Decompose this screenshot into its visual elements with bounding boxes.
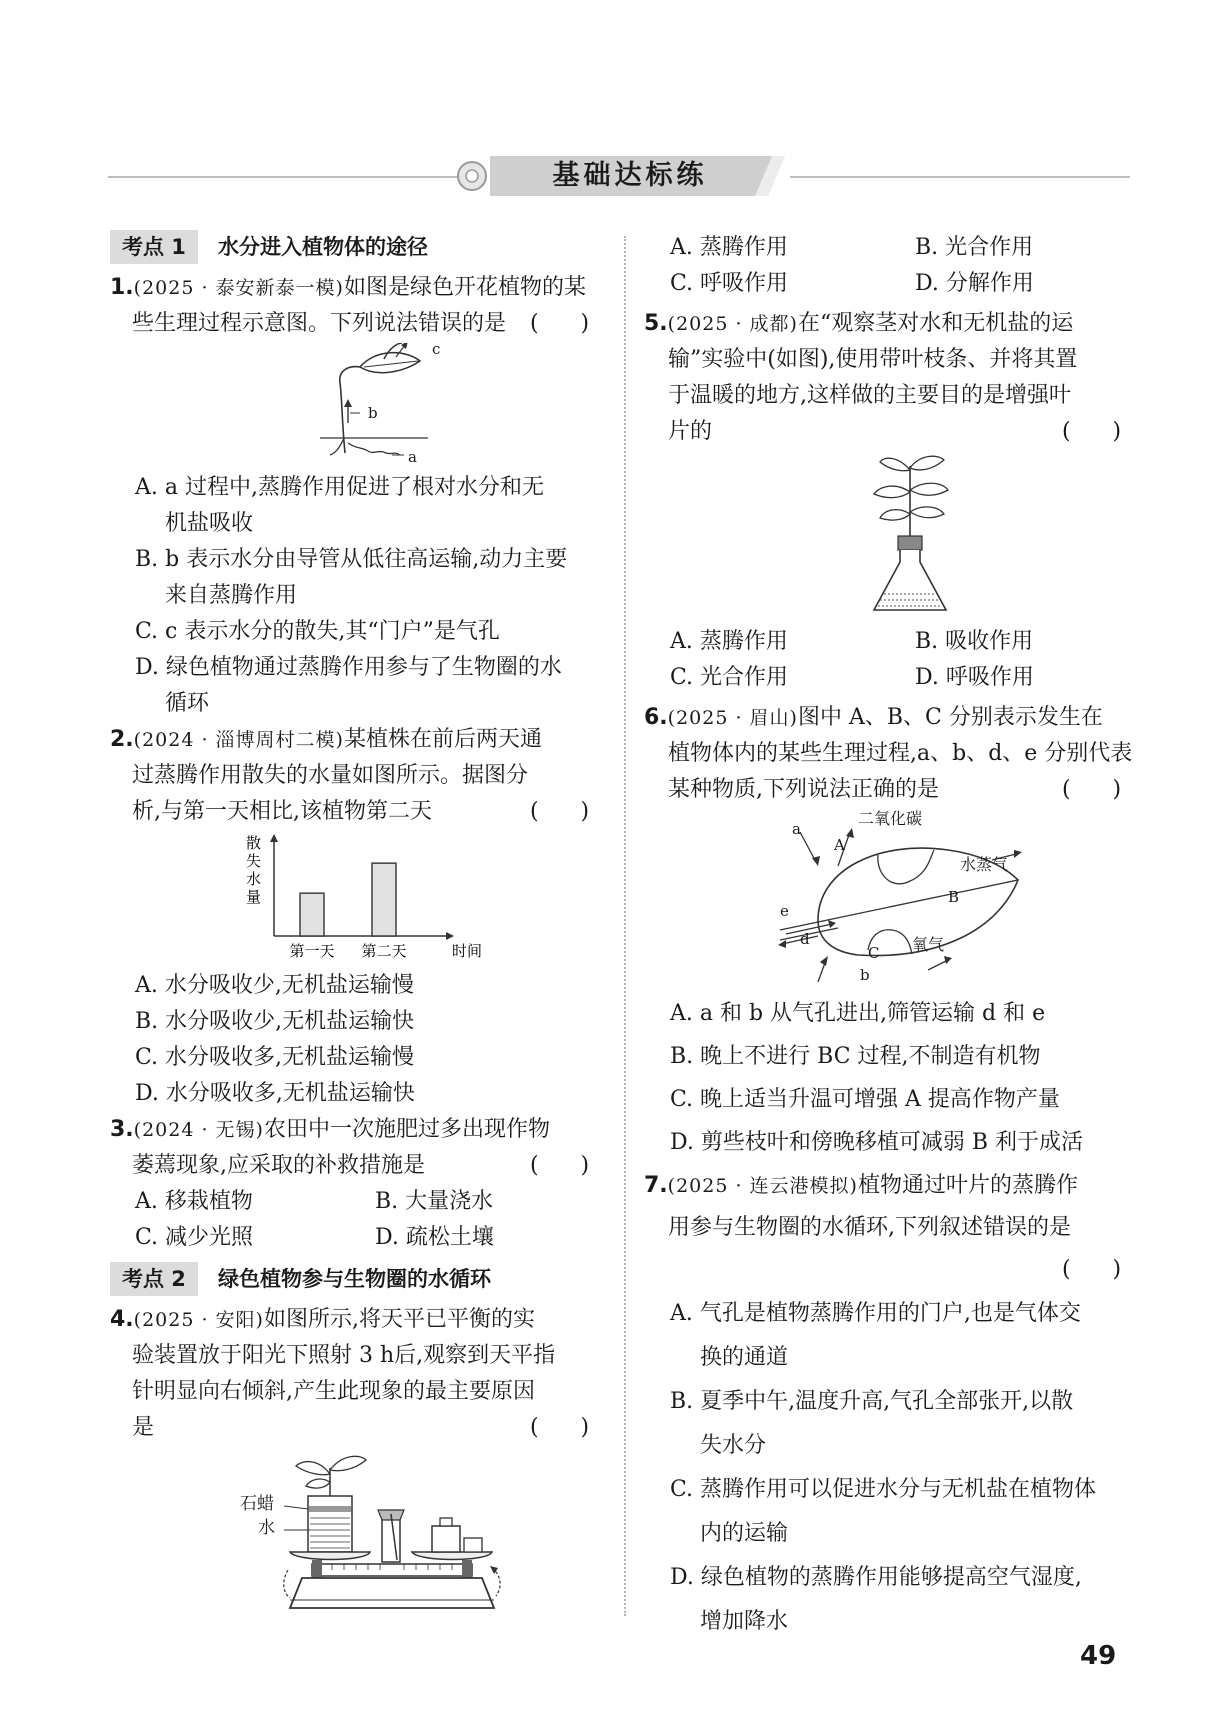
q4-number: 4. [110, 1307, 134, 1332]
q5-flask-figure [858, 452, 968, 620]
q5-source: (2025 · 成都) [667, 313, 798, 335]
q5-option-a: A. 蒸腾作用 [670, 629, 788, 654]
q2-stem-2: 过蒸腾作用散失的水量如图所示。据图分 [132, 763, 529, 788]
q2-option-b: B. 水分吸收少,无机盐运输快 [135, 1009, 415, 1034]
q7-option-d-1: D. 绿色植物的蒸腾作用能够提高空气湿度, [670, 1565, 1082, 1590]
q5-stem-2: 输”实验中(如图),使用带叶枝条、并将其置 [668, 347, 1078, 372]
q6-option-a: A. a 和 b 从气孔进出,筛管运输 d 和 e [670, 1001, 1046, 1026]
q7-option-b-1: B. 夏季中午,温度升高,气孔全部张开,以散 [670, 1389, 1074, 1414]
q6-stem-2: 植物体内的某些生理过程,a、b、d、e 分别代表 [668, 741, 1133, 766]
q2-stem-1: 某植株在前后两天通 [343, 727, 542, 752]
q5-number: 5. [644, 311, 668, 336]
q6-option-c: C. 晚上适当升温可增强 A 提高作物产量 [670, 1087, 1060, 1112]
header-rule-left [108, 176, 460, 178]
q2-source: (2024 · 淄博周村二模) [133, 729, 344, 751]
q7-option-a-1: A. 气孔是植物蒸腾作用的门户,也是气体交 [670, 1301, 1081, 1326]
q7-stem-1: 植物通过叶片的蒸腾作 [857, 1173, 1078, 1198]
chart-bar [372, 863, 396, 936]
q1-fig-label-b: b [368, 404, 378, 422]
q7-stem-2: 用参与生物圈的水循环,下列叙述错误的是 [668, 1215, 1071, 1240]
q1-number: 1. [110, 275, 134, 300]
q4-option-c: C. 呼吸作用 [670, 271, 789, 296]
q3-answer-paren: ( ) [530, 1153, 590, 1178]
q1-fig-label-a: a [408, 448, 417, 466]
q6-stem-1: 图中 A、B、C 分别表示发生在 [797, 705, 1103, 730]
q1-option-a-1: A. a 过程中,蒸腾作用促进了根对水分和无 [135, 475, 544, 500]
q2-answer-paren: ( ) [530, 799, 590, 824]
q5-option-b: B. 吸收作用 [915, 629, 1034, 654]
q1-option-d-2: 循环 [165, 691, 210, 716]
q4-fig-label-wax: 石蜡 [240, 1494, 274, 1514]
q7-option-d-2: 增加降水 [700, 1609, 789, 1634]
q1-option-a-2: 机盐吸收 [165, 511, 254, 536]
q6-label-b: b [860, 966, 870, 984]
q1-stem-2: 些生理过程示意图。下列说法错误的是 [132, 311, 507, 336]
q7-option-c-1: C. 蒸腾作用可以促进水分与无机盐在植物体 [670, 1477, 1097, 1502]
q1-stem-1: 如图是绿色开花植物的某 [343, 275, 586, 300]
section1-title: 水分进入植物体的途径 [218, 235, 428, 259]
page-number: 49 [1080, 1641, 1117, 1671]
q6-option-d: D. 剪些枝叶和傍晚移植可减弱 B 利于成活 [670, 1130, 1083, 1155]
q2-bar-chart [240, 832, 500, 962]
q3-option-b: B. 大量浇水 [375, 1189, 494, 1214]
q3-option-d: D. 疏松土壤 [375, 1225, 494, 1250]
q1-line1 [110, 270, 586, 306]
chart-y-label: 散失水量 [246, 834, 262, 906]
q6-line1 [644, 700, 1103, 736]
section1-tag: 考点 1 [110, 230, 198, 264]
column-divider [624, 236, 626, 1616]
q6-source: (2025 · 眉山) [667, 707, 798, 729]
q7-option-b-2: 失水分 [700, 1433, 767, 1458]
q3-line1 [110, 1112, 550, 1148]
q1-fig-label-c: c [432, 340, 441, 358]
q3-stem-2: 萎蔫现象,应采取的补救措施是 [132, 1153, 425, 1178]
header-title: 基础达标练 [552, 160, 708, 191]
q3-option-a: A. 移栽植物 [135, 1189, 253, 1214]
q4-stem-4: 是 [132, 1415, 155, 1440]
q1-option-b-1: B. b 表示水分由导管从低往高运输,动力主要 [135, 547, 568, 572]
q4-stem-1: 如图所示,将天平已平衡的实 [263, 1307, 535, 1332]
q2-option-d: D. 水分吸收多,无机盐运输快 [135, 1081, 415, 1106]
chart-bar [300, 893, 324, 936]
q3-number: 3. [110, 1117, 134, 1142]
q6-label-e: e [780, 902, 789, 920]
q3-stem-1: 农田中一次施肥过多出现作物 [263, 1117, 550, 1142]
q7-source: (2025 · 连云港模拟) [667, 1175, 858, 1197]
q6-label-B: B [948, 888, 960, 906]
q5-stem-4: 片的 [668, 419, 713, 444]
q4-source: (2025 · 安阳) [133, 1309, 264, 1331]
q7-option-a-2: 换的通道 [700, 1345, 789, 1370]
q7-answer-paren: ( ) [1062, 1257, 1122, 1282]
q4-option-d: D. 分解作用 [915, 271, 1034, 296]
chart-x-arrow [446, 932, 454, 940]
q5-stem-1: 在“观察茎对水和无机盐的运 [797, 311, 1074, 336]
q1-option-b-2: 来自蒸腾作用 [165, 583, 298, 608]
q2-option-a: A. 水分吸收少,无机盐运输慢 [135, 973, 414, 998]
q6-label-A: A [834, 836, 845, 854]
chart-x-tick-label: 第二天 [361, 942, 407, 960]
q6-label-d: d [800, 930, 810, 948]
q6-number: 6. [644, 705, 668, 730]
q2-option-c: C. 水分吸收多,无机盐运输慢 [135, 1045, 415, 1070]
q1-source: (2025 · 泰安新泰一模) [133, 277, 344, 299]
q2-number: 2. [110, 727, 134, 752]
q6-leaf-figure [778, 810, 1038, 990]
chart-x-label: 时间 [452, 942, 483, 960]
q4-option-b: B. 光合作用 [915, 235, 1034, 260]
section2-title: 绿色植物参与生物圈的水循环 [218, 1267, 491, 1291]
q6-option-b: B. 晚上不进行 BC 过程,不制造有机物 [670, 1044, 1041, 1069]
q2-stem-3: 析,与第一天相比,该植物第二天 [132, 799, 432, 824]
q1-option-c: C. c 表示水分的散失,其“门户”是气孔 [135, 619, 500, 644]
q2-line1 [110, 722, 542, 758]
q6-answer-paren: ( ) [1062, 777, 1122, 802]
q5-option-d: D. 呼吸作用 [915, 665, 1034, 690]
q7-line1 [644, 1168, 1078, 1204]
q6-label-o2: 氧气 [912, 935, 945, 954]
q4-stem-3: 针明显向右倾斜,产生此现象的最主要原因 [132, 1379, 535, 1404]
q6-label-C: C [868, 944, 880, 962]
chart-x-tick-label: 第一天 [289, 942, 335, 960]
q1-answer-paren: ( ) [530, 311, 590, 336]
section2-tag: 考点 2 [110, 1262, 198, 1296]
q5-line1 [644, 306, 1073, 342]
q7-number: 7. [644, 1173, 668, 1198]
q7-option-c-2: 内的运输 [700, 1521, 789, 1546]
q4-answer-paren: ( ) [530, 1415, 590, 1440]
header-rule-right [790, 176, 1130, 178]
q3-option-c: C. 减少光照 [135, 1225, 254, 1250]
q6-label-vapor: 水蒸气 [960, 855, 1009, 874]
q5-option-c: C. 光合作用 [670, 665, 789, 690]
q6-stem-3: 某种物质,下列说法正确的是 [668, 777, 939, 802]
q4-fig-label-water: 水 [258, 1518, 275, 1538]
q5-stem-3: 于温暖的地方,这样做的主要目的是增强叶 [668, 383, 1071, 408]
q6-label-co2: 二氧化碳 [858, 809, 923, 828]
chart-y-arrow [270, 834, 278, 842]
q3-source: (2024 · 无锡) [133, 1119, 264, 1141]
q4-option-a: A. 蒸腾作用 [670, 235, 788, 260]
q5-answer-paren: ( ) [1062, 419, 1122, 444]
q6-label-a: a [792, 820, 801, 838]
q4-stem-2: 验装置放于阳光下照射 3 h后,观察到天平指 [132, 1343, 556, 1368]
q1-option-d-1: D. 绿色植物通过蒸腾作用参与了生物圈的水 [135, 655, 562, 680]
q4-balance-figure [282, 1448, 522, 1628]
q4-line1 [110, 1302, 535, 1338]
